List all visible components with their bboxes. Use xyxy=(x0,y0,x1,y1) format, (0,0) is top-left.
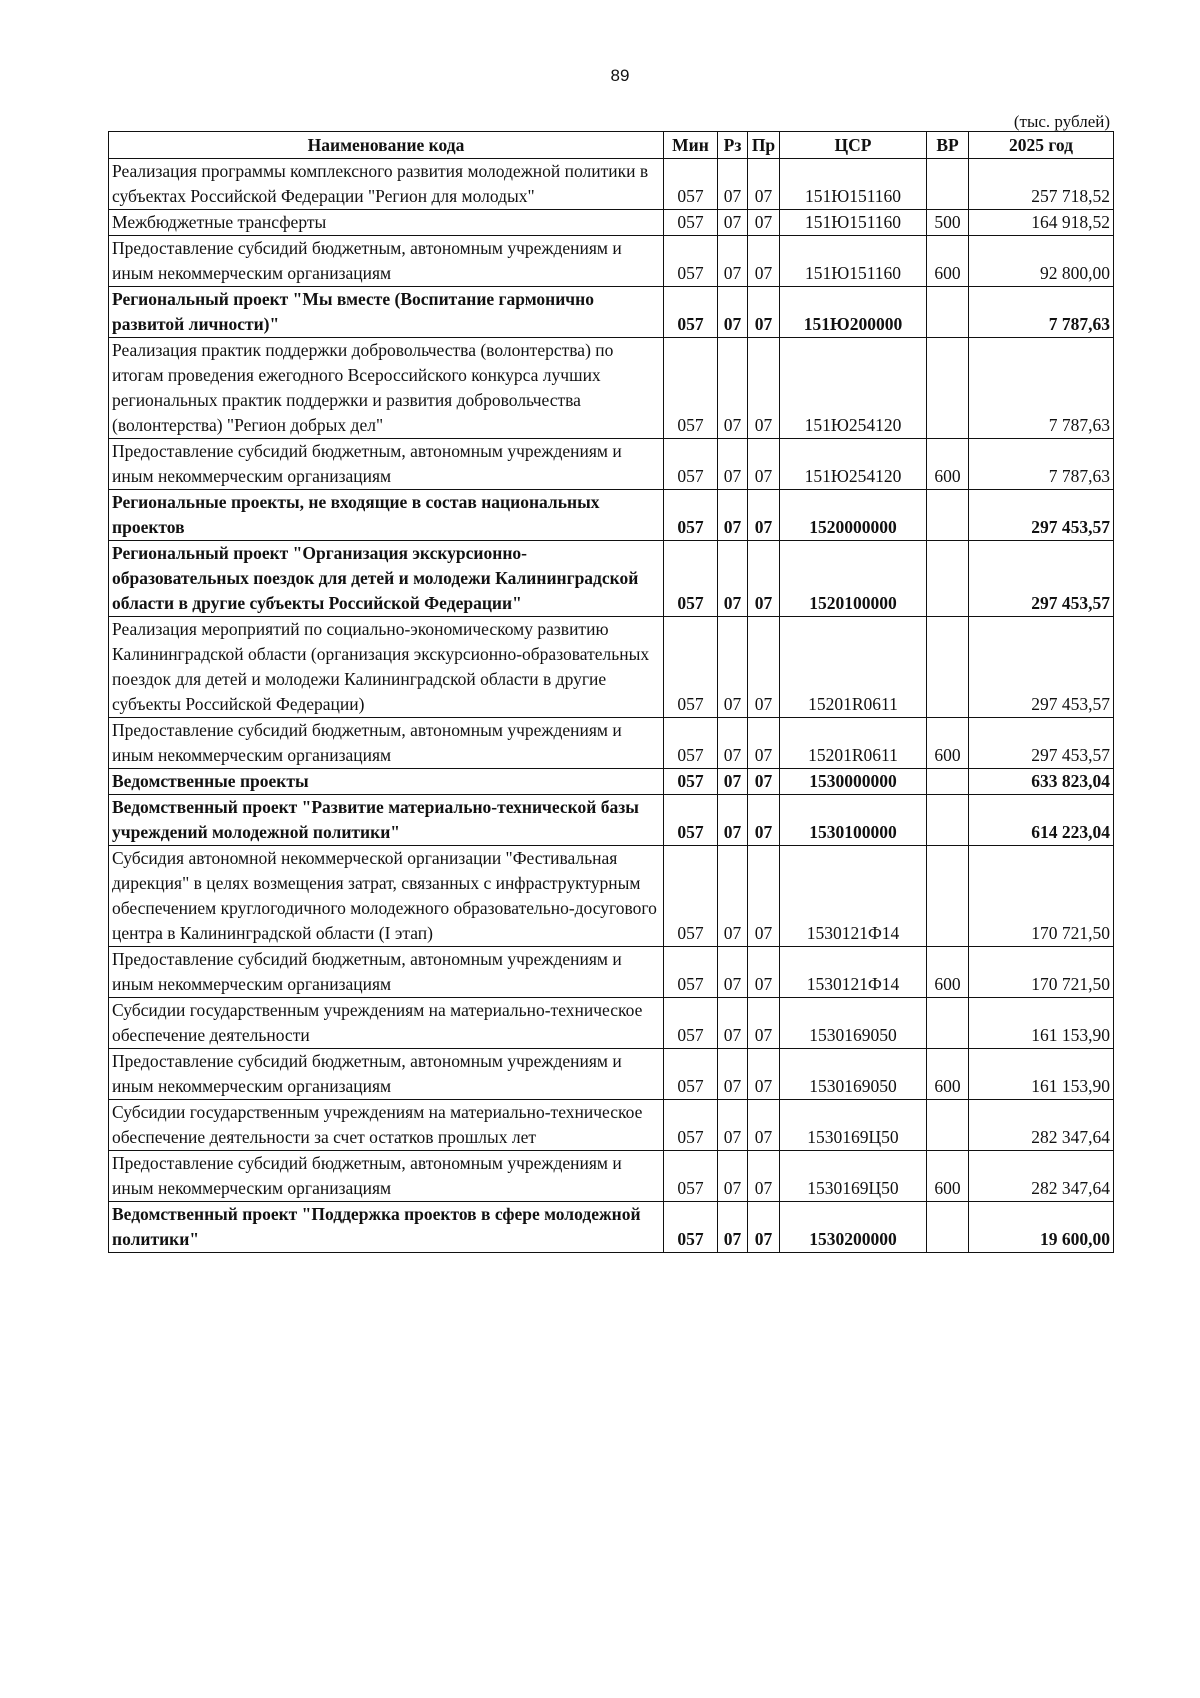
cell-min: 057 xyxy=(664,718,718,769)
cell-min: 057 xyxy=(664,947,718,998)
cell-min: 057 xyxy=(664,490,718,541)
cell-name: Предоставление субсидий бюджетным, автономным учреждениям и иным некоммерческим организациям xyxy=(109,439,664,490)
table-row xyxy=(109,159,1114,210)
cell-name: Субсидия автономной некоммерческой организации "Фестивальная дирекция" в целях возмещения затрат, связанных с инфраструктурным обеспечением круглогодичного молодежного образовательно-досугового центра в Калининградской области (I этап) xyxy=(109,846,664,947)
cell-rz: 07 xyxy=(718,1202,748,1253)
cell-min: 057 xyxy=(664,1202,718,1253)
cell-csr: 1530169050 xyxy=(780,1049,927,1100)
cell-rz: 07 xyxy=(718,159,748,210)
cell-min: 057 xyxy=(664,439,718,490)
cell-name: Реализация программы комплексного развития молодежной политики в субъектах Российской Федерации "Регион для молодых" xyxy=(109,159,664,210)
table-row xyxy=(109,947,1114,998)
cell-rz: 07 xyxy=(718,490,748,541)
cell-name: Реализация мероприятий по социально-экономическому развитию Калининградской области (организация экскурсионно-образовательных поездок для детей и молодежи Калининградской области в другие субъекты Российской Федерации) xyxy=(109,617,664,718)
table-row xyxy=(109,210,1114,236)
cell-csr: 1530169Ц50 xyxy=(780,1100,927,1151)
cell-sum: 297 453,57 xyxy=(969,617,1114,718)
cell-sum: 7 787,63 xyxy=(969,338,1114,439)
cell-min: 057 xyxy=(664,846,718,947)
header-vr: ВР xyxy=(927,132,969,159)
cell-name: Региональный проект "Организация экскурсионно-образовательных поездок для детей и молодежи Калининградской области в другие субъекты Российской Федерации" xyxy=(109,541,664,617)
cell-csr: 1530121Ф14 xyxy=(780,947,927,998)
cell-sum: 297 453,57 xyxy=(969,541,1114,617)
cell-sum: 164 918,52 xyxy=(969,210,1114,236)
header-name: Наименование кода xyxy=(109,132,664,159)
cell-sum: 7 787,63 xyxy=(969,439,1114,490)
cell-pr: 07 xyxy=(748,439,780,490)
cell-sum: 7 787,63 xyxy=(969,287,1114,338)
cell-min: 057 xyxy=(664,795,718,846)
cell-rz: 07 xyxy=(718,439,748,490)
table-row xyxy=(109,998,1114,1049)
cell-name: Субсидии государственным учреждениям на материально-техническое обеспечение деятельности за счет остатков прошлых лет xyxy=(109,1100,664,1151)
table-row xyxy=(109,1202,1114,1253)
cell-csr: 15201R0611 xyxy=(780,617,927,718)
cell-csr: 1530169Ц50 xyxy=(780,1151,927,1202)
cell-name: Ведомственные проекты xyxy=(109,769,664,795)
cell-sum: 297 453,57 xyxy=(969,490,1114,541)
cell-sum: 257 718,52 xyxy=(969,159,1114,210)
cell-min: 057 xyxy=(664,159,718,210)
header-pr: Пр xyxy=(748,132,780,159)
cell-pr: 07 xyxy=(748,998,780,1049)
table-row xyxy=(109,769,1114,795)
cell-sum: 614 223,04 xyxy=(969,795,1114,846)
cell-sum: 92 800,00 xyxy=(969,236,1114,287)
budget-table xyxy=(108,131,1114,1253)
cell-vr: 600 xyxy=(927,236,969,287)
cell-name: Предоставление субсидий бюджетным, автономным учреждениям и иным некоммерческим организациям xyxy=(109,947,664,998)
table-row xyxy=(109,1151,1114,1202)
cell-vr xyxy=(927,541,969,617)
cell-min: 057 xyxy=(664,998,718,1049)
cell-csr: 1530169050 xyxy=(780,998,927,1049)
cell-vr xyxy=(927,1202,969,1253)
cell-pr: 07 xyxy=(748,947,780,998)
cell-sum: 282 347,64 xyxy=(969,1100,1114,1151)
cell-vr: 600 xyxy=(927,718,969,769)
cell-rz: 07 xyxy=(718,998,748,1049)
table-row xyxy=(109,490,1114,541)
cell-vr xyxy=(927,795,969,846)
cell-rz: 07 xyxy=(718,287,748,338)
cell-csr: 15201R0611 xyxy=(780,718,927,769)
cell-rz: 07 xyxy=(718,338,748,439)
cell-vr xyxy=(927,998,969,1049)
cell-pr: 07 xyxy=(748,338,780,439)
table-row xyxy=(109,236,1114,287)
cell-csr: 151Ю254120 xyxy=(780,338,927,439)
table-header-row xyxy=(109,132,1114,159)
cell-pr: 07 xyxy=(748,795,780,846)
cell-vr xyxy=(927,617,969,718)
table-row xyxy=(109,1049,1114,1100)
cell-rz: 07 xyxy=(718,795,748,846)
cell-pr: 07 xyxy=(748,769,780,795)
cell-name: Региональные проекты, не входящие в состав национальных проектов xyxy=(109,490,664,541)
cell-min: 057 xyxy=(664,1100,718,1151)
table-row xyxy=(109,795,1114,846)
page-number: 89 xyxy=(610,66,630,85)
cell-pr: 07 xyxy=(748,541,780,617)
table-row xyxy=(109,1100,1114,1151)
cell-csr: 151Ю151160 xyxy=(780,210,927,236)
cell-sum: 297 453,57 xyxy=(969,718,1114,769)
cell-rz: 07 xyxy=(718,1049,748,1100)
cell-pr: 07 xyxy=(748,617,780,718)
cell-csr: 1520000000 xyxy=(780,490,927,541)
cell-vr xyxy=(927,769,969,795)
cell-rz: 07 xyxy=(718,846,748,947)
cell-pr: 07 xyxy=(748,287,780,338)
table-body xyxy=(109,159,1114,1253)
cell-name: Предоставление субсидий бюджетным, автономным учреждениям и иным некоммерческим организациям xyxy=(109,236,664,287)
cell-min: 057 xyxy=(664,1049,718,1100)
cell-pr: 07 xyxy=(748,1049,780,1100)
cell-pr: 07 xyxy=(748,210,780,236)
cell-vr xyxy=(927,1100,969,1151)
cell-min: 057 xyxy=(664,541,718,617)
cell-vr: 600 xyxy=(927,439,969,490)
header-sum: 2025 год xyxy=(969,132,1114,159)
cell-pr: 07 xyxy=(748,718,780,769)
cell-name: Предоставление субсидий бюджетным, автономным учреждениям и иным некоммерческим организациям xyxy=(109,1151,664,1202)
cell-min: 057 xyxy=(664,338,718,439)
cell-pr: 07 xyxy=(748,1100,780,1151)
cell-csr: 1530121Ф14 xyxy=(780,846,927,947)
cell-name: Реализация практик поддержки добровольчества (волонтерства) по итогам проведения ежегодного Всероссийского конкурса лучших региональных практик поддержки и развития добровольчества (волонтерства) "Регион добрых дел" xyxy=(109,338,664,439)
cell-min: 057 xyxy=(664,1151,718,1202)
cell-sum: 161 153,90 xyxy=(969,998,1114,1049)
cell-min: 057 xyxy=(664,617,718,718)
cell-rz: 07 xyxy=(718,1151,748,1202)
cell-csr: 1530200000 xyxy=(780,1202,927,1253)
cell-pr: 07 xyxy=(748,846,780,947)
table-row xyxy=(109,287,1114,338)
table-row xyxy=(109,338,1114,439)
cell-rz: 07 xyxy=(718,541,748,617)
cell-vr: 600 xyxy=(927,1151,969,1202)
cell-rz: 07 xyxy=(718,718,748,769)
cell-rz: 07 xyxy=(718,210,748,236)
cell-vr xyxy=(927,159,969,210)
table-row xyxy=(109,541,1114,617)
units-label: (тыс. рублей) xyxy=(1013,112,1110,131)
header-min: Мин xyxy=(664,132,718,159)
cell-pr: 07 xyxy=(748,1151,780,1202)
cell-sum: 19 600,00 xyxy=(969,1202,1114,1253)
cell-sum: 161 153,90 xyxy=(969,1049,1114,1100)
cell-sum: 282 347,64 xyxy=(969,1151,1114,1202)
table-row xyxy=(109,718,1114,769)
cell-min: 057 xyxy=(664,210,718,236)
cell-csr: 151Ю151160 xyxy=(780,159,927,210)
cell-pr: 07 xyxy=(748,1202,780,1253)
cell-rz: 07 xyxy=(718,947,748,998)
cell-vr xyxy=(927,287,969,338)
cell-csr: 151Ю151160 xyxy=(780,236,927,287)
cell-name: Межбюджетные трансферты xyxy=(109,210,664,236)
cell-min: 057 xyxy=(664,769,718,795)
cell-rz: 07 xyxy=(718,617,748,718)
cell-vr xyxy=(927,490,969,541)
cell-vr xyxy=(927,846,969,947)
cell-min: 057 xyxy=(664,287,718,338)
cell-csr: 1530000000 xyxy=(780,769,927,795)
cell-sum: 170 721,50 xyxy=(969,947,1114,998)
cell-pr: 07 xyxy=(748,236,780,287)
cell-csr: 1520100000 xyxy=(780,541,927,617)
table-row xyxy=(109,617,1114,718)
cell-csr: 1530100000 xyxy=(780,795,927,846)
cell-csr: 151Ю254120 xyxy=(780,439,927,490)
cell-pr: 07 xyxy=(748,159,780,210)
header-csr: ЦСР xyxy=(780,132,927,159)
table-row xyxy=(109,846,1114,947)
cell-rz: 07 xyxy=(718,1100,748,1151)
cell-vr: 500 xyxy=(927,210,969,236)
cell-rz: 07 xyxy=(718,769,748,795)
cell-vr: 600 xyxy=(927,947,969,998)
cell-vr xyxy=(927,338,969,439)
cell-name: Ведомственный проект "Поддержка проектов в сфере молодежной политики" xyxy=(109,1202,664,1253)
cell-name: Предоставление субсидий бюджетным, автономным учреждениям и иным некоммерческим организациям xyxy=(109,1049,664,1100)
cell-pr: 07 xyxy=(748,490,780,541)
cell-min: 057 xyxy=(664,236,718,287)
cell-csr: 151Ю200000 xyxy=(780,287,927,338)
cell-name: Субсидии государственным учреждениям на материально-техническое обеспечение деятельности xyxy=(109,998,664,1049)
header-rz: Рз xyxy=(718,132,748,159)
cell-vr: 600 xyxy=(927,1049,969,1100)
table-row xyxy=(109,439,1114,490)
cell-rz: 07 xyxy=(718,236,748,287)
cell-sum: 170 721,50 xyxy=(969,846,1114,947)
cell-name: Региональный проект "Мы вместе (Воспитание гармонично развитой личности)" xyxy=(109,287,664,338)
cell-name: Ведомственный проект "Развитие материально-технической базы учреждений молодежной политики" xyxy=(109,795,664,846)
cell-sum: 633 823,04 xyxy=(969,769,1114,795)
cell-name: Предоставление субсидий бюджетным, автономным учреждениям и иным некоммерческим организациям xyxy=(109,718,664,769)
